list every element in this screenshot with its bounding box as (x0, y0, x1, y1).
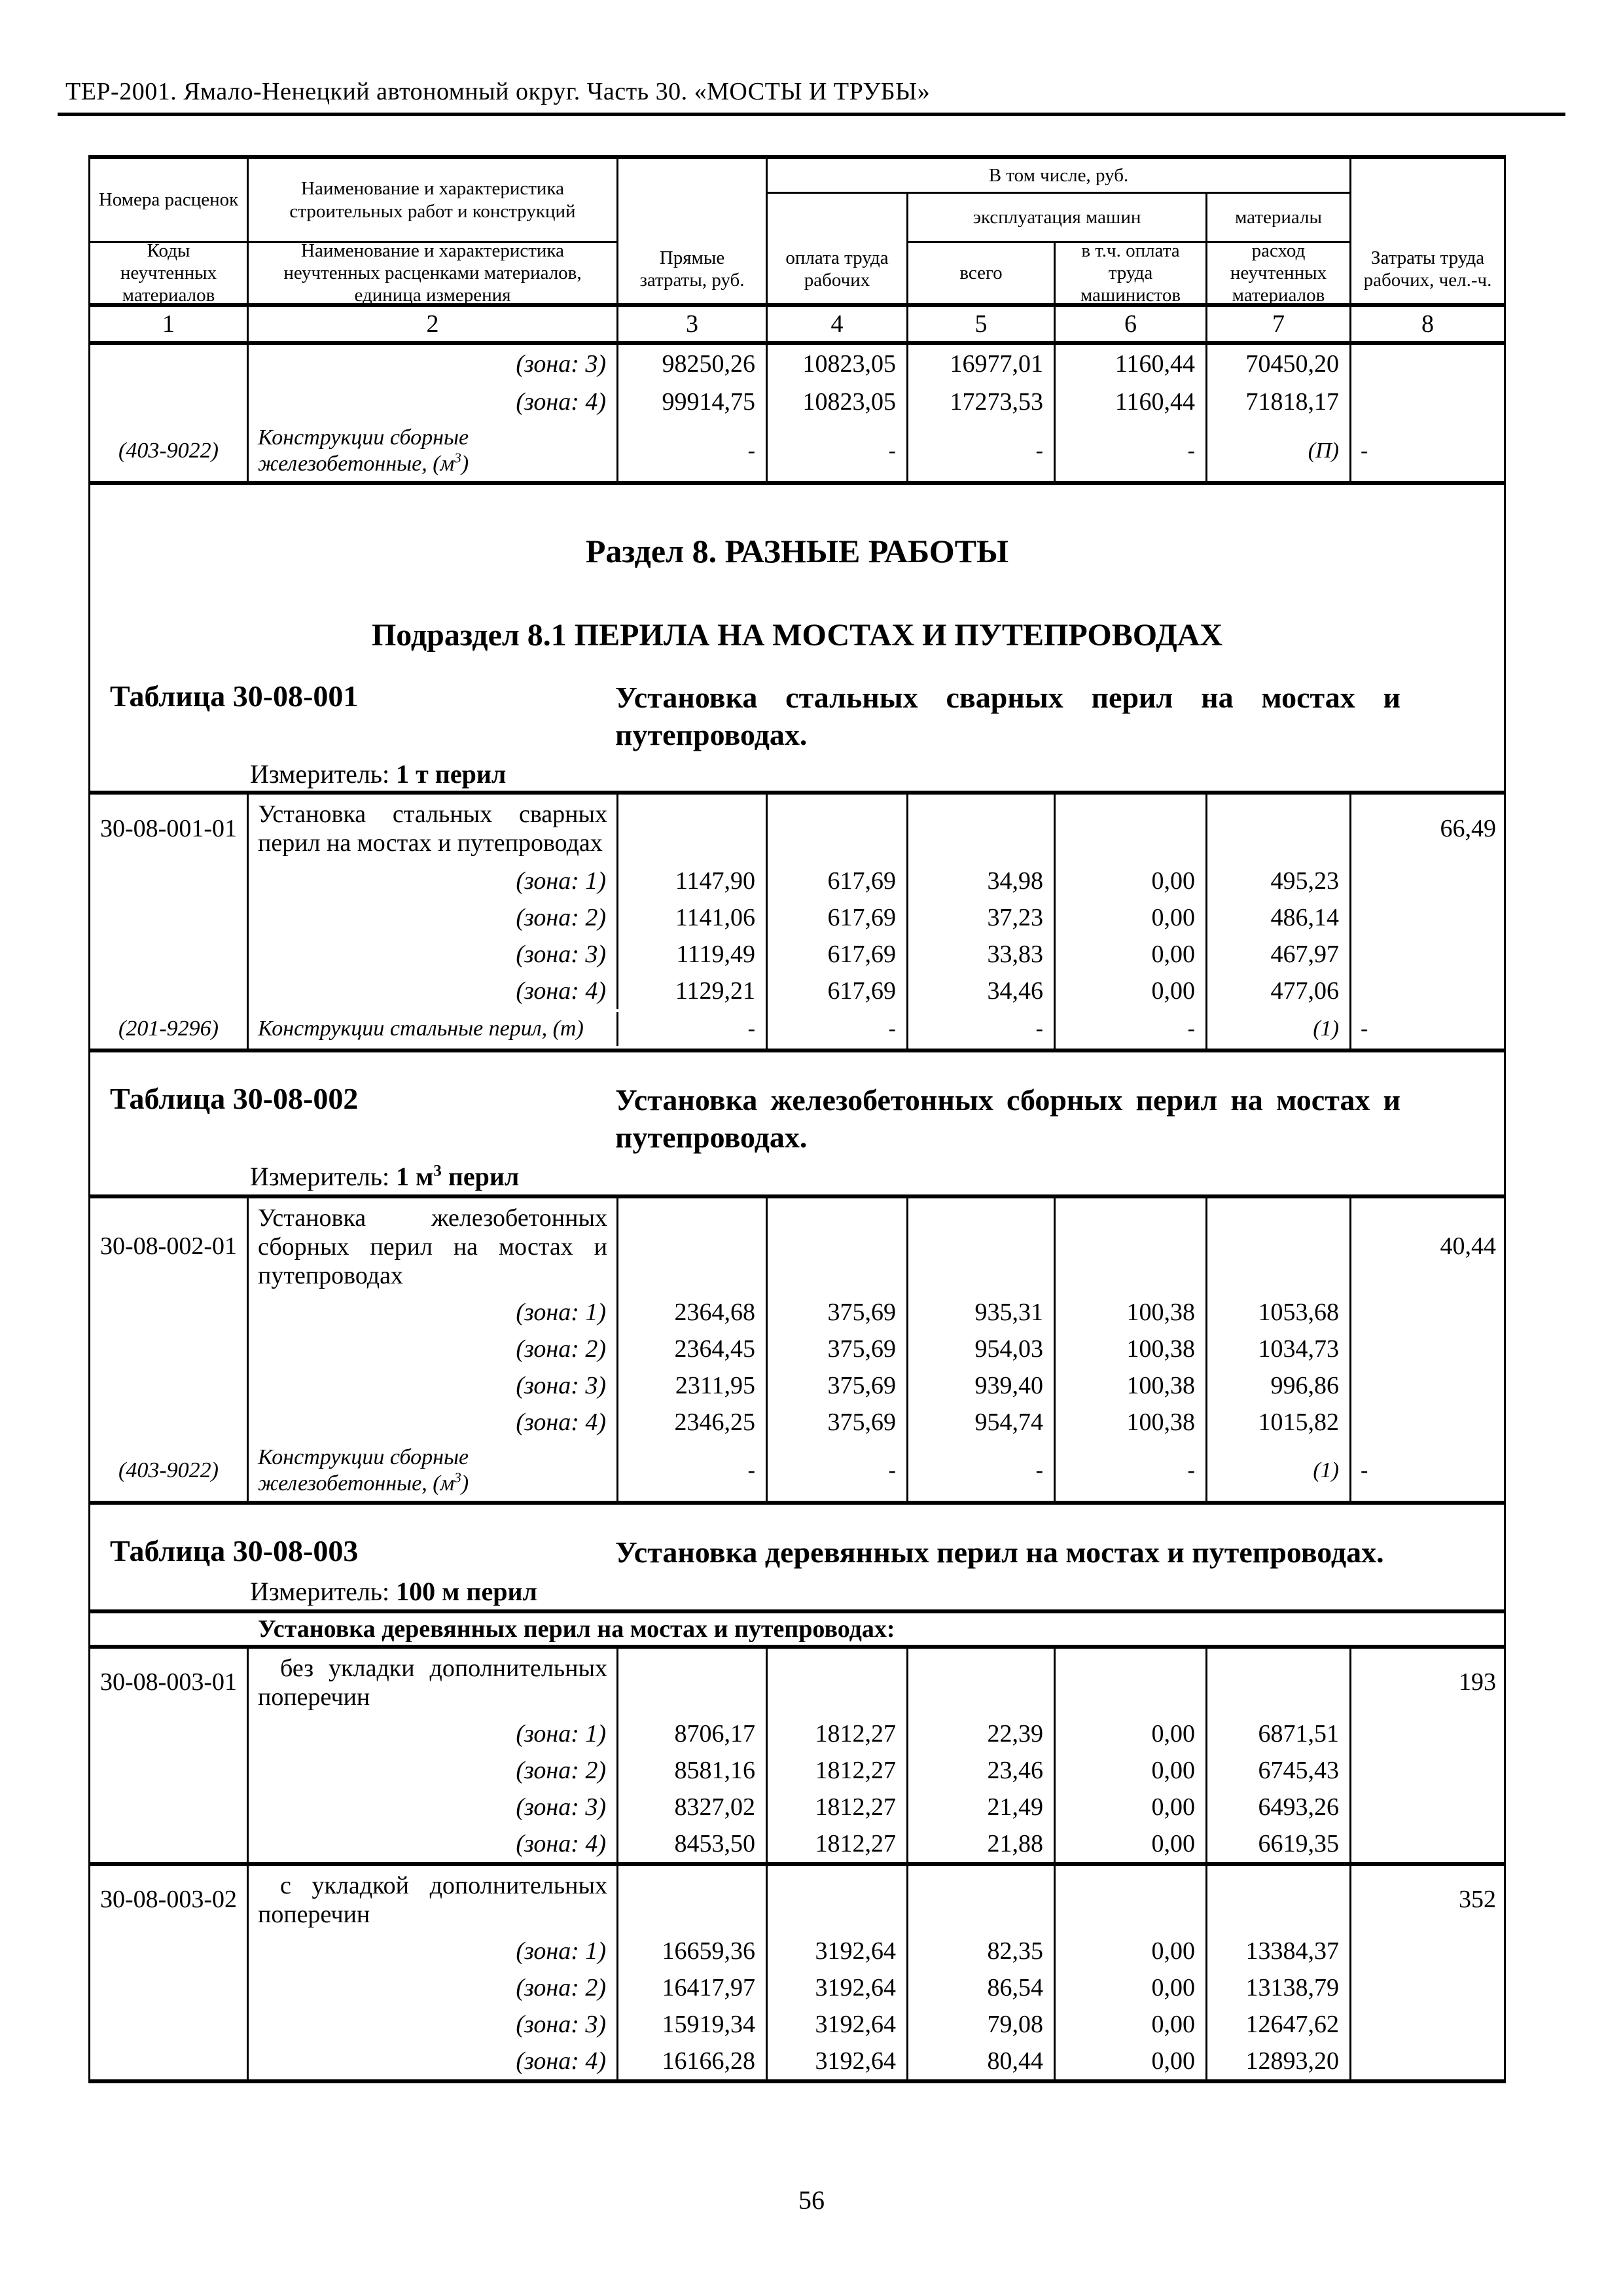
material-name (249, 1441, 618, 1501)
zone-row (90, 1752, 1504, 1789)
rate-block-30-08-003-01 (90, 1649, 1504, 1862)
cell-workers-pay: 1812,27 (768, 1715, 908, 1752)
zone-label: (зона: 3) (249, 1367, 618, 1404)
cell-empty (1351, 1715, 1504, 1752)
cell-empty (90, 1367, 249, 1404)
cell-machinists-pay: 100,38 (1056, 1294, 1207, 1331)
zone-row (90, 1331, 1504, 1367)
table-title: Установка железобетонных сборных перил на мостах и путепроводах. (615, 1083, 1400, 1154)
cell-empty (90, 936, 249, 973)
material-row (90, 421, 1504, 481)
col-header-material-name: Наименование и характеристика неучтенных расценками материалов, единица измерения (249, 243, 618, 303)
cell-machinists-pay: 0,00 (1056, 2006, 1207, 2043)
cell-empty (90, 1294, 249, 1331)
cell-empty (1351, 1825, 1504, 1862)
meter-value-tail: перил (441, 1162, 520, 1191)
meter-label: Измеритель: (250, 1577, 390, 1606)
cell-direct-costs: 99914,75 (618, 383, 768, 421)
subsection-title: Подраздел 8.1 ПЕРИЛА НА МОСТАХ И ПУТЕПРОВОДАХ (371, 618, 1223, 653)
col-header-total: всего (908, 243, 1056, 303)
col-header-rate-numbers: Номера расценок (90, 159, 249, 243)
cell-empty (90, 1404, 249, 1441)
cell-materials: 12647,62 (1207, 2006, 1351, 2043)
cell-materials: 6619,35 (1207, 1825, 1351, 1862)
cell-empty (1056, 795, 1207, 863)
zone-row (90, 1825, 1504, 1862)
cell-direct-costs: 2346,25 (618, 1404, 768, 1441)
cell-empty (90, 1969, 249, 2006)
zone-label: (зона: 4) (249, 973, 618, 1009)
col-header-materials: материалы (1207, 194, 1351, 243)
cell-empty (90, 1825, 249, 1862)
cell-materials: 1015,82 (1207, 1404, 1351, 1441)
zone-label: (зона: 2) (249, 1752, 618, 1789)
cell-direct-costs: 8453,50 (618, 1825, 768, 1862)
rate-description: с укладкой дополнительных поперечин (249, 1866, 618, 1933)
zone-row (90, 1789, 1504, 1825)
rate-description: Установка стальных сварных перил на мостах и путепроводах (249, 795, 618, 863)
section-headings (90, 1052, 1504, 1194)
table-number-label: Таблица 30-08-003 (110, 1534, 359, 1568)
cell-labor-hours: 352 (1459, 1886, 1496, 1913)
zone-row (90, 899, 1504, 936)
zone-label: (зона: 4) (249, 1825, 618, 1862)
section-headings (90, 1505, 1504, 1609)
cell-workers-pay: 375,69 (768, 1404, 908, 1441)
cell-dash: - (768, 1009, 908, 1049)
rate-row (90, 1866, 1504, 1933)
group-title-row: Установка деревянных перил на мостах и путепроводах: (90, 1613, 1504, 1649)
cell-empty (768, 1649, 908, 1715)
cell-empty (1351, 1789, 1504, 1825)
column-number-row (90, 303, 1504, 345)
cell-empty (1351, 1367, 1504, 1404)
meter-value-text: 1 т перил (396, 759, 507, 789)
meter-value-text: 1 м (396, 1162, 434, 1191)
col-header-unaccounted-materials: расход неучтенных материалов (1207, 243, 1351, 303)
cell-empty (90, 1789, 249, 1825)
cell-materials: 477,06 (1207, 973, 1351, 1009)
cell-machines-total: 80,44 (908, 2043, 1056, 2079)
rate-description: Установка железобетонных сборных перил на мостах и путепроводах (249, 1198, 618, 1294)
section-title: Раздел 8. РАЗНЫЕ РАБОТЫ (585, 533, 1009, 569)
cell-empty (90, 973, 249, 1009)
cell-materials: 71818,17 (1207, 383, 1351, 421)
zone-label: (зона: 1) (249, 1715, 618, 1752)
rate-code: 30-08-003-02 (90, 1866, 249, 1933)
table-caption (90, 1081, 1504, 1156)
zone-label: (зона: 3) (249, 345, 618, 383)
cell-empty (1351, 2006, 1504, 2043)
cell-machinists-pay: 1160,44 (1056, 345, 1207, 383)
cell-machines-total: 22,39 (908, 1715, 1056, 1752)
zone-label: (зона: 4) (249, 2043, 618, 2079)
cell-empty (1351, 863, 1504, 899)
cell-machines-total: 79,08 (908, 2006, 1056, 2043)
cell-machines-total: 86,54 (908, 1969, 1056, 2006)
material-code: (403-9022) (90, 421, 249, 481)
cell-machines-total: 17273,53 (908, 383, 1056, 421)
cell-machinists-pay: 0,00 (1056, 973, 1207, 1009)
cell-direct-costs: 2364,68 (618, 1294, 768, 1331)
meter-label: Измеритель: (250, 1162, 390, 1191)
meter-value-sup: 3 (433, 1162, 442, 1180)
col-header-direct-costs: Прямые затраты, руб. (618, 159, 768, 303)
rate-row (90, 795, 1504, 863)
cell-machines-total: 954,74 (908, 1404, 1056, 1441)
cell-materials: 6745,43 (1207, 1752, 1351, 1789)
cell-dash: - (618, 1009, 768, 1049)
cell-machines-total: 37,23 (908, 899, 1056, 936)
cell-machines-total: 23,46 (908, 1752, 1056, 1789)
zone-label: (зона: 3) (249, 2006, 618, 2043)
cell-dash: - (908, 421, 1056, 481)
zone-row (90, 1715, 1504, 1752)
zone-row (90, 2043, 1504, 2079)
cell-dash: - (1056, 1441, 1207, 1501)
cell-machinists-pay: 0,00 (1056, 1789, 1207, 1825)
col-number: 3 (618, 307, 768, 341)
cell-machines-total: 82,35 (908, 1933, 1056, 1969)
cell-machines-total: 21,88 (908, 1825, 1056, 1862)
rate-code: 30-08-003-01 (90, 1649, 249, 1715)
cell-workers-pay: 617,69 (768, 863, 908, 899)
col-header-machinists-pay: в т.ч. оплата труда машинистов (1056, 243, 1207, 303)
cell-empty (1351, 899, 1504, 936)
cell-materials: 1034,73 (1207, 1331, 1351, 1367)
cell-machinists-pay: 0,00 (1056, 1715, 1207, 1752)
table-header (90, 159, 1504, 306)
zone-row (90, 973, 1504, 1009)
cell-empty (1056, 1198, 1207, 1294)
zone-row (90, 1969, 1504, 2006)
continuation-block (90, 345, 1504, 485)
table-number-label: Таблица 30-08-002 (110, 1082, 359, 1115)
cell-machinists-pay: 100,38 (1056, 1331, 1207, 1367)
cell-materials: 996,86 (1207, 1367, 1351, 1404)
table-caption (90, 679, 1504, 753)
material-code: (403-9022) (90, 1441, 249, 1501)
cell-empty (1351, 1331, 1504, 1367)
cell-machines-total: 954,03 (908, 1331, 1056, 1367)
cell-empty (908, 795, 1056, 863)
cell-materials: 495,23 (1207, 863, 1351, 899)
cell-machines-total: 935,31 (908, 1294, 1056, 1331)
cell-empty (618, 1649, 768, 1715)
cell-consumption-flag: (П) (1207, 421, 1351, 481)
material-name-text: Конструкции сборные железобетонные, (м (258, 1445, 469, 1496)
cell-empty (1351, 2043, 1504, 2079)
table-caption (90, 1534, 1504, 1571)
cell-dash: - (908, 1441, 1056, 1501)
cell-labor-hours: 193 (1459, 1668, 1496, 1696)
cell-direct-costs: 2311,95 (618, 1367, 768, 1404)
col-number: 2 (249, 307, 618, 341)
cell-dash: - (1361, 1016, 1368, 1041)
meter-line (90, 1161, 1504, 1192)
table-title: Установка стальных сварных перил на мостах и путепроводах. (615, 681, 1400, 751)
zone-row (90, 1294, 1504, 1331)
cell-direct-costs: 1141,06 (618, 899, 768, 936)
cell-direct-costs: 8706,17 (618, 1715, 768, 1752)
cell-dash: - (1361, 439, 1368, 463)
cell-empty (1056, 1649, 1207, 1715)
pricing-table (88, 155, 1506, 2083)
cell-empty (1351, 936, 1504, 973)
material-name-sup: 3 (454, 450, 461, 466)
rate-code: 30-08-001-01 (90, 795, 249, 863)
zone-row (90, 1367, 1504, 1404)
material-name-text: Конструкции сборные железобетонные, (м (258, 425, 469, 476)
zone-label: (зона: 1) (249, 863, 618, 899)
cell-dash: - (768, 1441, 908, 1501)
cell-empty (768, 1866, 908, 1933)
material-code: (201-9296) (90, 1009, 249, 1049)
material-name-sup: 3 (454, 1469, 461, 1486)
cell-direct-costs: 15919,34 (618, 2006, 768, 2043)
cell-labor-hours: 40,44 (1440, 1232, 1496, 1260)
cell-empty (90, 2006, 249, 2043)
cell-materials: 486,14 (1207, 899, 1351, 936)
cell-empty (90, 1331, 249, 1367)
cell-dash: - (1361, 1458, 1368, 1482)
cell-empty (1207, 1866, 1351, 1933)
cell-machinists-pay: 0,00 (1056, 1752, 1207, 1789)
cell-empty (1207, 795, 1351, 863)
cell-workers-pay: 10823,05 (768, 383, 908, 421)
cell-workers-pay: 1812,27 (768, 1752, 908, 1789)
zone-row (90, 345, 1504, 383)
cell-machinists-pay: 0,00 (1056, 899, 1207, 936)
cell-direct-costs: 98250,26 (618, 345, 768, 383)
col-header-workers-pay: оплата труда рабочих (768, 194, 908, 303)
col-number: 4 (768, 307, 908, 341)
cell-empty (90, 863, 249, 899)
material-row (90, 1441, 1504, 1501)
meter-value (396, 1577, 537, 1606)
cell-empty (1056, 1866, 1207, 1933)
cell-empty (618, 1866, 768, 1933)
cell-dash: - (908, 1009, 1056, 1049)
rate-block-30-08-003-02 (90, 1862, 1504, 2079)
cell-empty (908, 1866, 1056, 1933)
cell-machinists-pay: 0,00 (1056, 1825, 1207, 1862)
cell-machinists-pay: 0,00 (1056, 2043, 1207, 2079)
cell-machines-total: 33,83 (908, 936, 1056, 973)
cell-machinists-pay: 0,00 (1056, 936, 1207, 973)
cell-empty (90, 383, 249, 421)
cell-materials: 1053,68 (1207, 1294, 1351, 1331)
cell-empty (90, 1752, 249, 1789)
rate-row (90, 1198, 1504, 1294)
zone-row (90, 1404, 1504, 1441)
cell-empty (908, 1198, 1056, 1294)
cell-empty (908, 1649, 1056, 1715)
cell-empty (1351, 1294, 1504, 1331)
col-header-work-name: Наименование и характеристика строительных работ и конструкций (249, 159, 618, 243)
cell-workers-pay: 617,69 (768, 936, 908, 973)
cell-empty (1207, 1649, 1351, 1715)
cell-labor-hours (1351, 383, 1504, 421)
cell-direct-costs: 16659,36 (618, 1933, 768, 1969)
meter-value (396, 1162, 519, 1191)
cell-dash: - (618, 421, 768, 481)
zone-row (90, 936, 1504, 973)
cell-empty (90, 345, 249, 383)
rate-code: 30-08-002-01 (90, 1198, 249, 1294)
cell-workers-pay: 1812,27 (768, 1825, 908, 1862)
cell-labor-hours: 66,49 (1440, 815, 1496, 842)
col-header-material-codes: Коды неучтенных материалов (90, 243, 249, 303)
running-header: ТЕР-2001. Ямало-Ненецкий автономный округ. Часть 30. «МОСТЫ И ТРУБЫ» (65, 78, 931, 105)
cell-workers-pay: 3192,64 (768, 1933, 908, 1969)
cell-dash: - (768, 421, 908, 481)
cell-workers-pay: 1812,27 (768, 1789, 908, 1825)
col-number: 1 (90, 307, 249, 341)
cell-materials: 12893,20 (1207, 2043, 1351, 2079)
material-name-tail: ) (461, 452, 469, 476)
zone-row (90, 383, 1504, 421)
cell-dash: - (1056, 421, 1207, 481)
cell-workers-pay: 617,69 (768, 899, 908, 936)
cell-empty (90, 2043, 249, 2079)
table-30-08-001 (90, 791, 1504, 1052)
cell-machinists-pay: 100,38 (1056, 1404, 1207, 1441)
cell-workers-pay: 375,69 (768, 1331, 908, 1367)
zone-label: (зона: 2) (249, 899, 618, 936)
cell-empty (1351, 1404, 1504, 1441)
cell-consumption-flag: (1) (1207, 1441, 1351, 1501)
cell-workers-pay: 375,69 (768, 1367, 908, 1404)
col-number: 5 (908, 307, 1056, 341)
cell-empty (90, 1715, 249, 1752)
cell-consumption-flag: (1) (1207, 1009, 1351, 1049)
page-number: 56 (798, 2185, 825, 2215)
zone-row (90, 2006, 1504, 2043)
cell-materials: 467,97 (1207, 936, 1351, 973)
cell-machines-total: 21,49 (908, 1789, 1056, 1825)
meter-line (90, 1576, 1504, 1607)
zone-label: (зона: 3) (249, 1789, 618, 1825)
cell-machines-total: 34,98 (908, 863, 1056, 899)
cell-empty (1207, 1198, 1351, 1294)
cell-materials: 13138,79 (1207, 1969, 1351, 2006)
meter-line (90, 759, 1504, 789)
material-name-text: Конструкции стальные перил, (т) (258, 1016, 584, 1041)
table-30-08-002 (90, 1194, 1504, 1505)
cell-machines-total: 34,46 (908, 973, 1056, 1009)
col-number: 6 (1056, 307, 1207, 341)
cell-empty (1351, 973, 1504, 1009)
cell-direct-costs: 1129,21 (618, 973, 768, 1009)
cell-materials: 6493,26 (1207, 1789, 1351, 1825)
cell-direct-costs: 8581,16 (618, 1752, 768, 1789)
cell-empty (768, 1198, 908, 1294)
zone-label: (зона: 3) (249, 936, 618, 973)
cell-workers-pay: 3192,64 (768, 2043, 908, 2079)
zone-label: (зона: 4) (249, 383, 618, 421)
zone-label: (зона: 4) (249, 1404, 618, 1441)
cell-workers-pay: 10823,05 (768, 345, 908, 383)
cell-empty (618, 1198, 768, 1294)
cell-workers-pay: 617,69 (768, 973, 908, 1009)
rate-row (90, 1649, 1504, 1715)
cell-dash: - (1056, 1009, 1207, 1049)
cell-direct-costs: 1119,49 (618, 936, 768, 973)
cell-dash: - (618, 1441, 768, 1501)
col-header-labor-hours: Затраты труда рабочих, чел.-ч. (1363, 247, 1492, 291)
cell-machinists-pay: 0,00 (1056, 1933, 1207, 1969)
meter-value (396, 759, 506, 789)
table-title: Установка деревянных перил на мостах и путепроводах. (615, 1535, 1384, 1569)
cell-empty (1351, 1969, 1504, 2006)
col-number: 8 (1421, 310, 1434, 338)
cell-materials: 13384,37 (1207, 1933, 1351, 1969)
cell-empty (1351, 1933, 1504, 1969)
cell-direct-costs: 1147,90 (618, 863, 768, 899)
cell-empty (1351, 1752, 1504, 1789)
cell-machines-total: 16977,01 (908, 345, 1056, 383)
cell-materials: 6871,51 (1207, 1715, 1351, 1752)
zone-label: (зона: 2) (249, 1331, 618, 1367)
cell-workers-pay: 3192,64 (768, 1969, 908, 2006)
col-header-including-group: В том числе, руб. (768, 159, 1351, 194)
cell-empty (90, 899, 249, 936)
cell-empty (618, 795, 768, 863)
cell-machines-total: 939,40 (908, 1367, 1056, 1404)
cell-machinists-pay: 100,38 (1056, 1367, 1207, 1404)
section-headings (90, 485, 1504, 791)
meter-value-text: 100 м перил (396, 1577, 537, 1606)
header-rule (58, 113, 1565, 116)
cell-direct-costs: 16166,28 (618, 2043, 768, 2079)
cell-empty (90, 1933, 249, 1969)
cell-labor-hours (1351, 345, 1504, 383)
material-row (90, 1009, 1504, 1049)
zone-label: (зона: 1) (249, 1294, 618, 1331)
zone-label: (зона: 2) (249, 1969, 618, 2006)
table-30-08-003 (90, 1609, 1504, 2083)
cell-materials: 70450,20 (1207, 345, 1351, 383)
cell-direct-costs: 16417,97 (618, 1969, 768, 2006)
col-header-machine-operation: эксплуатация машин (908, 194, 1207, 243)
zone-row (90, 1933, 1504, 1969)
cell-direct-costs: 2364,45 (618, 1331, 768, 1367)
rate-description: без укладки дополнительных поперечин (249, 1649, 618, 1715)
cell-direct-costs: 8327,02 (618, 1789, 768, 1825)
meter-label: Измеритель: (250, 759, 390, 789)
cell-workers-pay: 375,69 (768, 1294, 908, 1331)
zone-row (90, 863, 1504, 899)
cell-workers-pay: 3192,64 (768, 2006, 908, 2043)
cell-empty (768, 795, 908, 863)
material-name-tail: ) (461, 1471, 469, 1496)
zone-label: (зона: 1) (249, 1933, 618, 1969)
material-name (249, 421, 618, 481)
cell-machinists-pay: 1160,44 (1056, 383, 1207, 421)
table-number-label: Таблица 30-08-001 (110, 679, 359, 713)
col-number: 7 (1207, 307, 1351, 341)
cell-machinists-pay: 0,00 (1056, 1969, 1207, 2006)
material-name (249, 1012, 618, 1046)
cell-machinists-pay: 0,00 (1056, 863, 1207, 899)
